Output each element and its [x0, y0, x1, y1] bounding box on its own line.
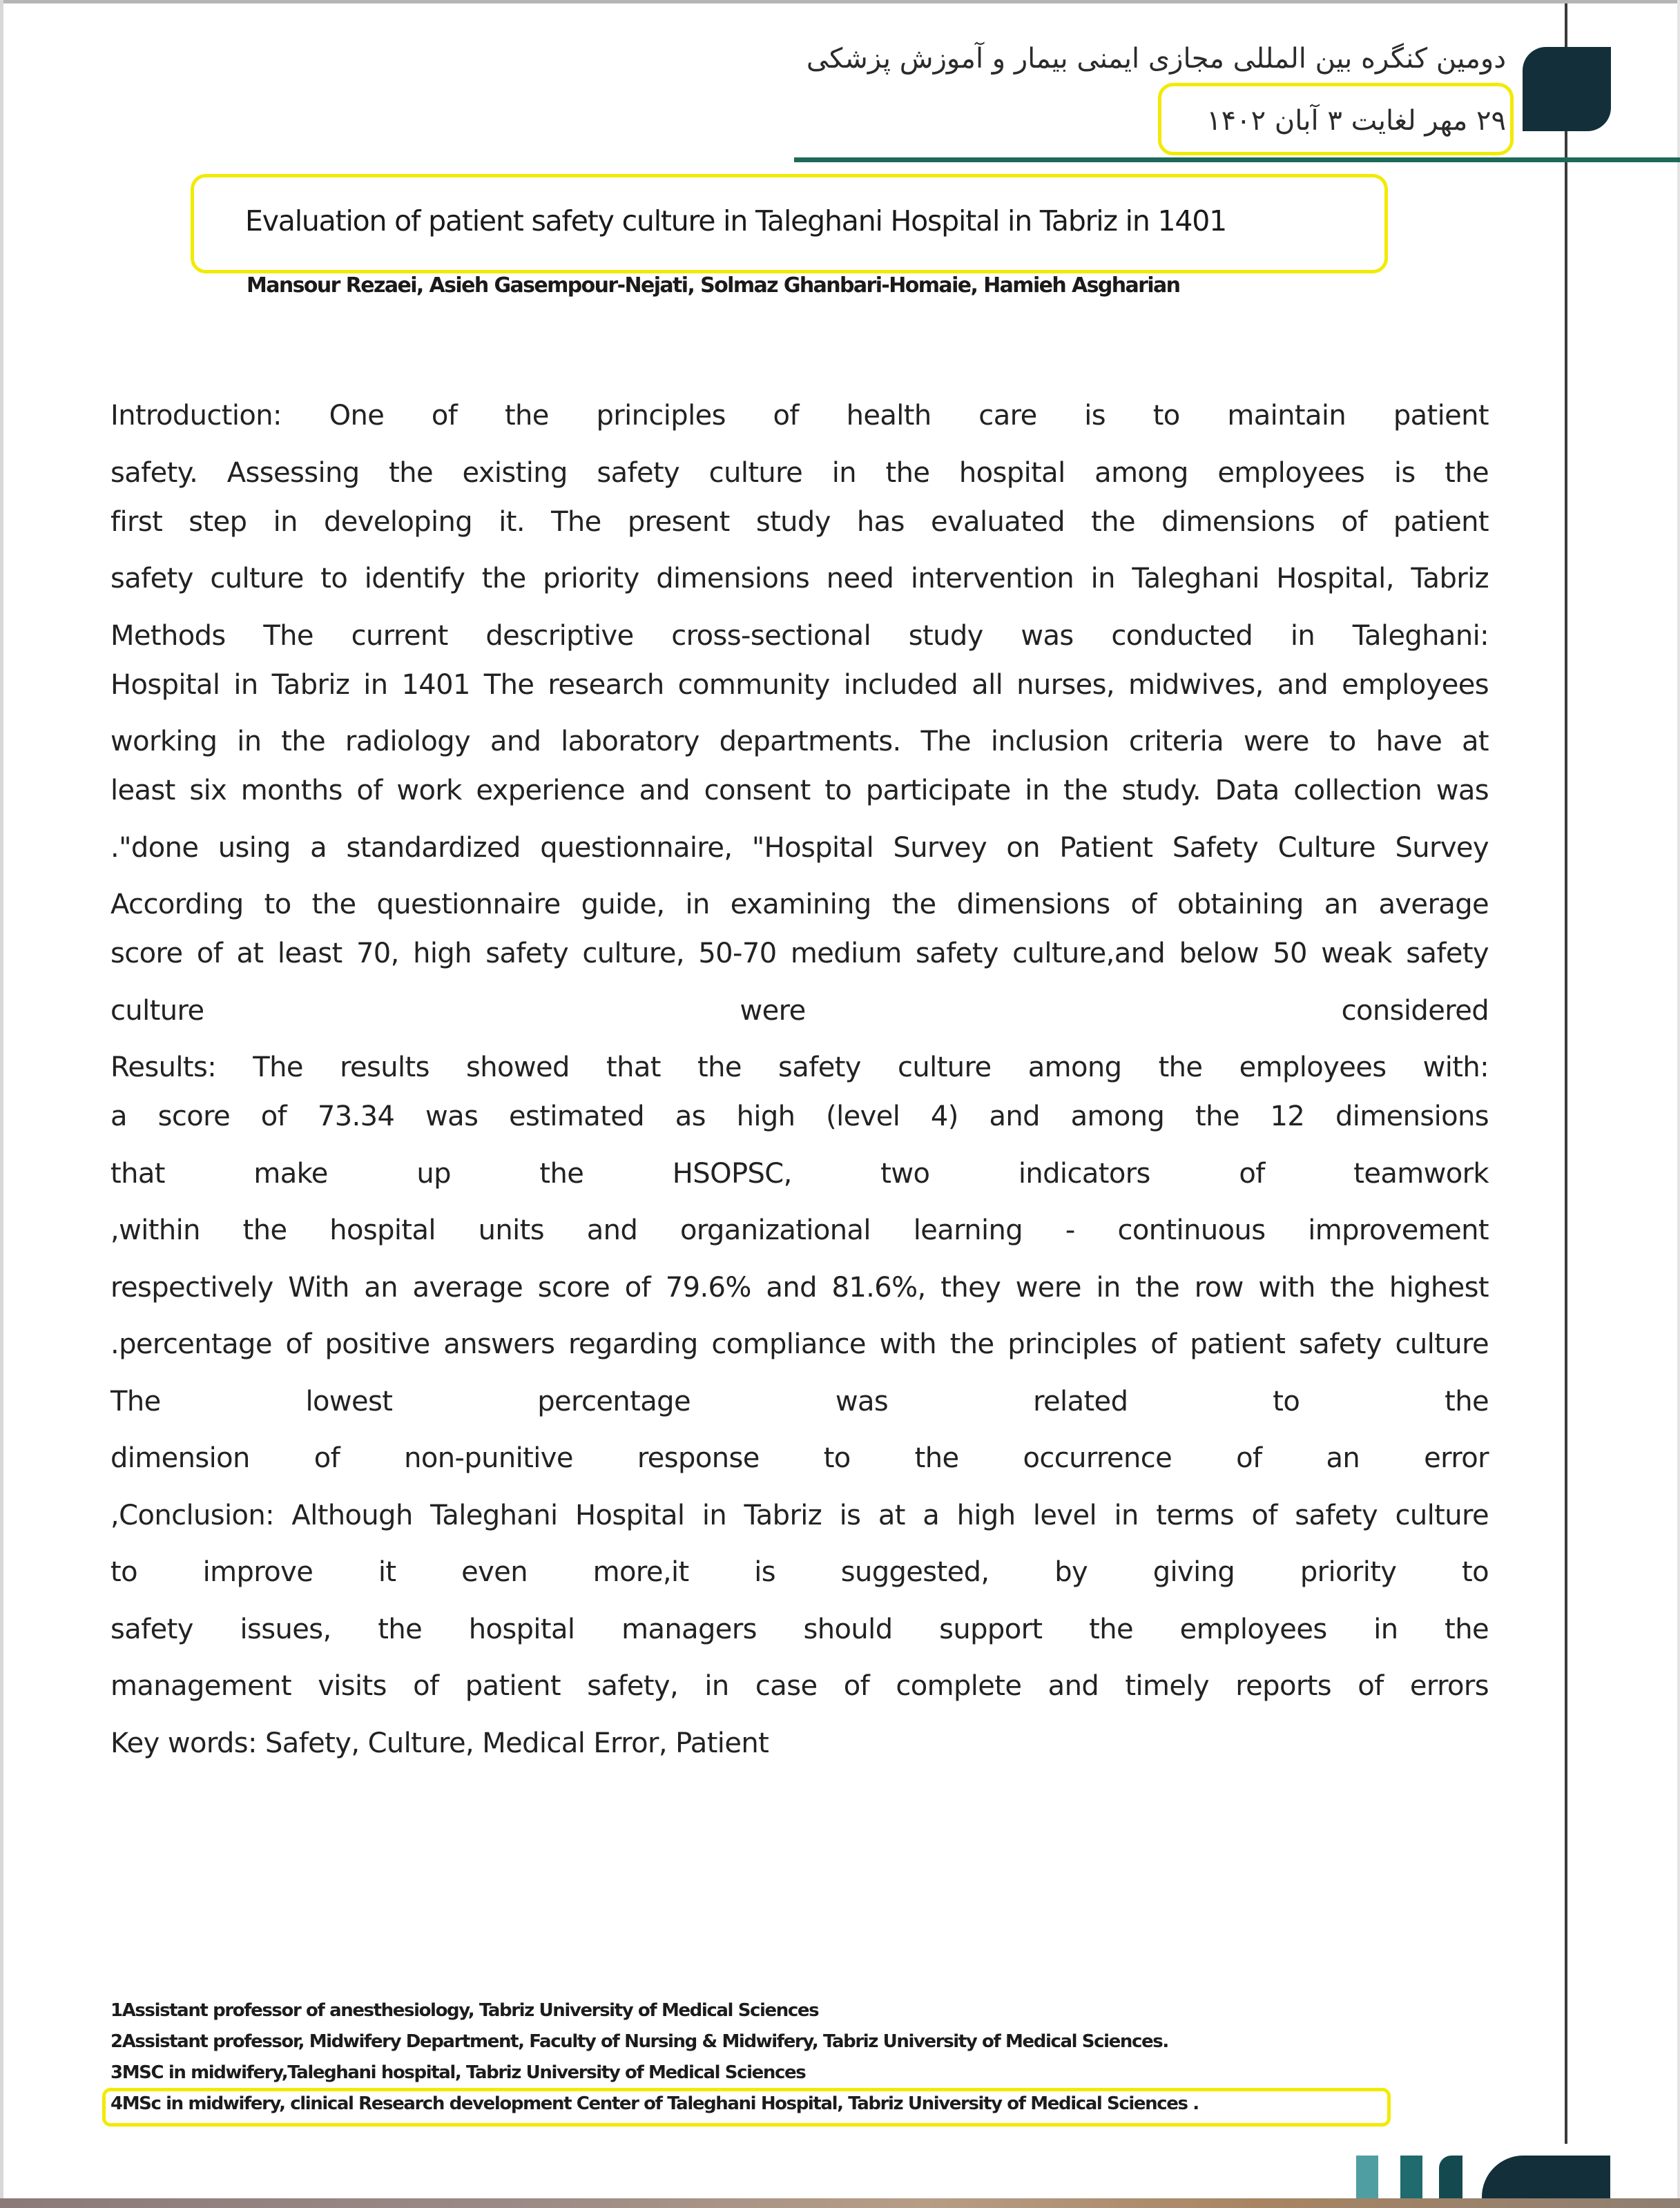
footer-decoration-bar: [1400, 2156, 1422, 2198]
footnote-4: 4MSc in midwifery, clinical Research development Center of Taleghani Hospital, Tabriz University of Medical Sciences .: [110, 2093, 1199, 2114]
abstract-body: [110, 395, 1489, 1779]
abstract-line: Results: The results showed that the safety culture among the employees with:: [110, 1052, 1489, 1083]
abstract-line: .percentage of positive answers regarding compliance with the principles of patient safety culture: [110, 1328, 1489, 1360]
congress-title: دومین کنگره بین المللی مجازی ایمنی بیمار و آموزش پزشکی: [806, 43, 1506, 75]
footer-decoration-bar: [1356, 2156, 1378, 2198]
abstract-line: The lowest percentage was related to the: [110, 1385, 1489, 1417]
abstract-line: Methods The current descriptive cross-sectional study was conducted in Taleghani:: [110, 619, 1489, 652]
abstract-line: ."done using a standardized questionnaire, "Hospital Survey on Patient Safety Culture Survey: [110, 831, 1489, 864]
abstract-line: a score of 73.34 was estimated as high (level 4) and among the 12 dimensions: [110, 1101, 1489, 1132]
abstract-line: first step in developing it. The present study has evaluated the dimensions of patient: [110, 505, 1489, 538]
abstract-line: working in the radiology and laboratory departments. The inclusion criteria were to have at: [110, 726, 1489, 757]
footnote-1: 1Assistant professor of anesthesiology, Tabriz University of Medical Sciences: [110, 2000, 819, 2021]
window-right-edge: [1677, 0, 1680, 2208]
paper-title: Evaluation of patient safety culture in Taleghani Hospital in Tabriz in 1401: [245, 204, 1226, 238]
abstract-line: least six months of work experience and consent to participate in the study. Data collection was: [110, 775, 1489, 806]
abstract-line: safety. Assessing the existing safety culture in the hospital among employees is the: [110, 456, 1489, 489]
abstract-line: management visits of patient safety, in case of complete and timely reports of errors: [110, 1670, 1489, 1702]
abstract-line: According to the questionnaire guide, in examining the dimensions of obtaining an average: [110, 889, 1489, 920]
footer-decoration-bar: [1439, 2156, 1462, 2198]
abstract-line: safety issues, the hospital managers should support the employees in the: [110, 1613, 1489, 1645]
keywords-line: Key words: Safety, Culture, Medical Error, Patient: [110, 1727, 769, 1759]
abstract-line: safety culture to identify the priority dimensions need intervention in Taleghani Hospital, Tabriz: [110, 563, 1489, 594]
window-left-edge: [0, 0, 3, 2208]
abstract-line: Introduction: One of the principles of health care is to maintain patient: [110, 400, 1489, 432]
abstract-line: that make up the HSOPSC, two indicators of teamwork: [110, 1157, 1489, 1190]
abstract-line: respectively With an average score of 79.6% and 81.6%, they were in the row with the highest: [110, 1271, 1489, 1304]
footnote-3: 3MSC in midwifery,Taleghani hospital, Tabriz University of Medical Sciences: [110, 2062, 806, 2083]
abstract-line: ,within the hospital units and organizational learning - continuous improvement: [110, 1214, 1489, 1246]
abstract-line: ,Conclusion: Although Taleghani Hospital in Tabriz is at a high level in terms of safety culture: [110, 1499, 1489, 1531]
footer-decoration-block: [1482, 2156, 1610, 2198]
page-vertical-rule: [1565, 3, 1567, 2144]
congress-date: ۲۹ مهر لغایت ۳ آبان ۱۴۰۲: [1206, 105, 1506, 137]
abstract-line: dimension of non-punitive response to the occurrence of an error: [110, 1442, 1489, 1474]
abstract-line: score of at least 70, high safety culture, 50-70 medium safety culture,and below 50 weak safety: [110, 938, 1489, 969]
abstract-line: Hospital in Tabriz in 1401 The research community included all nurses, midwives, and employees: [110, 668, 1489, 701]
header-green-rule: [794, 157, 1680, 162]
footnote-2: 2Assistant professor, Midwifery Department, Faculty of Nursing & Midwifery, Tabriz University of Medical Sciences.: [110, 2031, 1168, 2052]
taskbar-strip: [0, 2198, 1680, 2208]
window-top-edge: [0, 0, 1680, 3]
affiliation-footnotes: [110, 1995, 1199, 2120]
abstract-line: culture were considered: [110, 994, 1489, 1027]
congress-logo-icon: [1523, 47, 1611, 131]
paper-authors: Mansour Rezaei, Asieh Gasempour-Nejati, Solmaz Ghanbari-Homaie, Hamieh Asgharian: [247, 273, 1180, 298]
abstract-line: to improve it even more,it is suggested, by giving priority to: [110, 1556, 1489, 1588]
